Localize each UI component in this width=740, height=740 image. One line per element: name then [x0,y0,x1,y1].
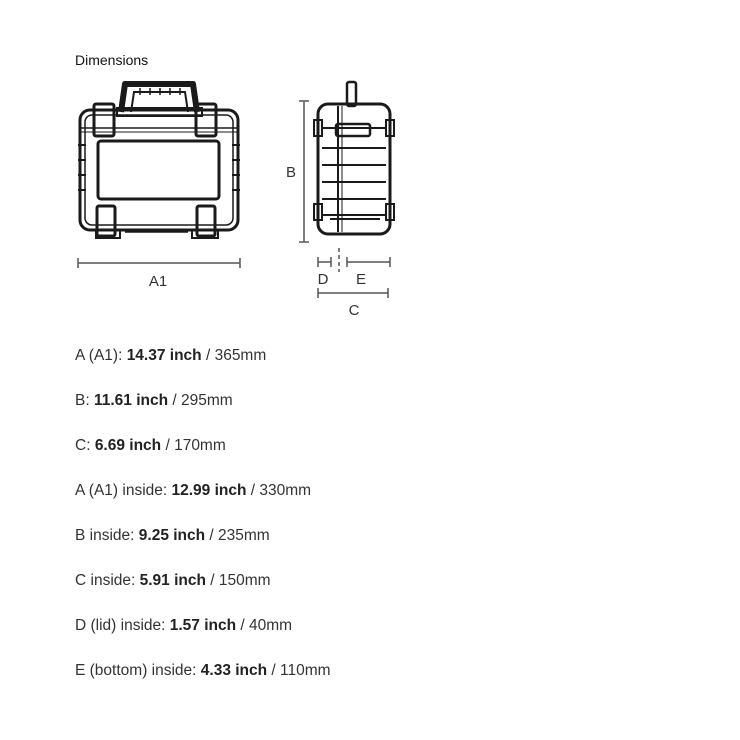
spec-label: A (A1) inside: [75,482,172,499]
case-side-view [314,82,394,234]
case-dimension-diagram [0,0,740,330]
spec-row [75,346,331,366]
spec-row [75,571,331,591]
spec-inch-value: 9.25 inch [138,527,206,544]
dimension-spec-list [75,346,331,706]
spec-label: B inside: [75,527,139,544]
dimension-label-b: B [285,164,297,181]
section-title: Dimensions [75,52,149,68]
spec-label: E (bottom) inside: [75,662,201,679]
spec-inch-value: 5.91 inch [139,572,206,589]
spec-mm-value: / 330mm [246,482,312,499]
spec-inch-value: 4.33 inch [200,662,268,679]
spec-row [75,526,331,546]
spec-label: C: [75,437,95,454]
spec-mm-value: / 295mm [168,392,233,409]
spec-mm-value: / 365mm [201,347,267,364]
spec-row [75,391,331,411]
spec-inch-value: 6.69 inch [94,437,162,454]
spec-label: C inside: [75,572,140,589]
spec-mm-value: / 40mm [236,617,293,634]
spec-row [75,616,331,636]
spec-inch-value: 1.57 inch [169,617,237,634]
case-front-view [78,84,240,238]
spec-mm-value: / 170mm [161,437,226,454]
dimension-label-e: E [355,271,367,288]
dimension-label-c: C [348,302,360,319]
spec-mm-value: / 150mm [205,572,271,589]
spec-inch-value: 11.61 inch [93,392,169,409]
spec-row [75,661,331,681]
spec-row [75,481,331,501]
spec-mm-value: / 235mm [205,527,270,544]
dimension-label-d: D [317,271,329,288]
spec-label: A (A1): [75,347,127,364]
spec-mm-value: / 110mm [267,662,331,679]
spec-label: B: [75,392,94,409]
spec-inch-value: 14.37 inch [126,347,202,364]
spec-label: D (lid) inside: [75,617,170,634]
dimension-label-a1: A1 [148,273,168,290]
spec-inch-value: 12.99 inch [171,482,247,499]
spec-row [75,436,331,456]
